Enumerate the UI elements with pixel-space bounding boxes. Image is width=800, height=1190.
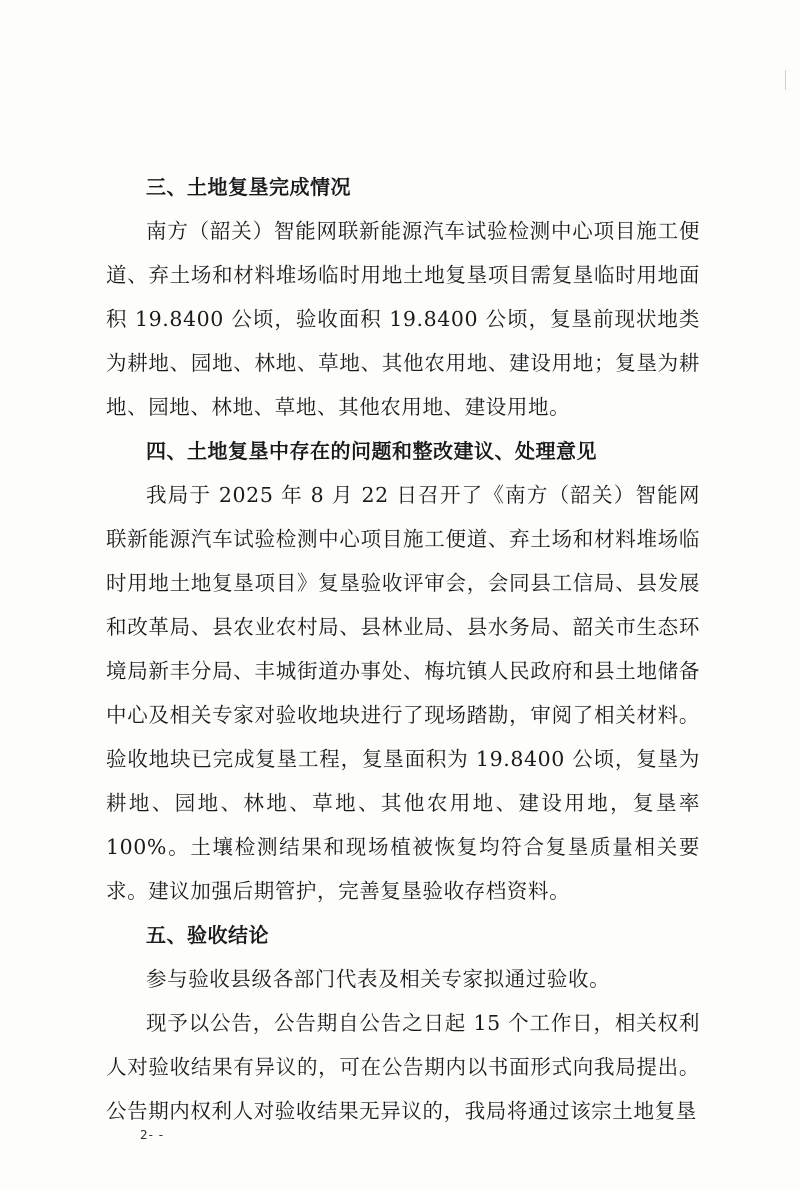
- section-heading: 五、验收结论: [146, 923, 269, 947]
- section-heading: 四、土地复垦中存在的问题和整改建议、处理意见: [146, 439, 597, 463]
- section-heading: 三、土地复垦完成情况: [146, 175, 351, 199]
- scan-artifact: [785, 70, 786, 90]
- section-paragraph: 现予以公告，公告期自公告之日起 15 个工作日，相关权利人对验收结果有异议的，可在公告期内以书面形式向我局提出。公告期内权利人对验收结果无异议的，我局将通过该宗土地复垦: [106, 1011, 700, 1123]
- section-land-reclamation-status: [106, 165, 700, 429]
- section-paragraph: 我局于 2025 年 8 月 22 日召开了《南方（韶关）智能网联新能源汽车试验检测中心项目施工便道、弃土场和材料堆场临时用地土地复垦项目》复垦验收评审会，会同县工信局、县发展和改革局、县农业农村局、县林业局、县水务局、韶关市生态环境局新丰分局、丰城街道办事处、梅坑镇人民政府和县土地储备中心及相关专家对验收地块进行了现场踏勘，审阅了相关材料。验收地块已完成复垦工程，复垦面积为 19.8400 公顷，复垦为耕地、园地、林地、草地、其他农用地、建设用地，复垦率 100%。土壤检测结果和现场植被恢复均符合复垦质量相关要求。建议加强后期管护，完善复垦验收存档资料。: [106, 483, 700, 903]
- section-issues-and-suggestions: [106, 429, 700, 913]
- page-number: 2- -: [140, 1128, 165, 1142]
- section-acceptance-conclusion: [106, 913, 700, 1133]
- document-body: [106, 165, 700, 1133]
- section-paragraph: 参与验收县级各部门代表及相关专家拟通过验收。: [146, 967, 611, 991]
- section-paragraph: 南方（韶关）智能网联新能源汽车试验检测中心项目施工便道、弃土场和材料堆场临时用地土地复垦项目需复垦临时用地面积 19.8400 公顷，验收面积 19.8400 公顷，复垦前现状地类为耕地、园地、林地、草地、其他农用地、建设用地；复垦为耕地、园地、林地、草地、其他农用地、建设用地。: [106, 219, 700, 419]
